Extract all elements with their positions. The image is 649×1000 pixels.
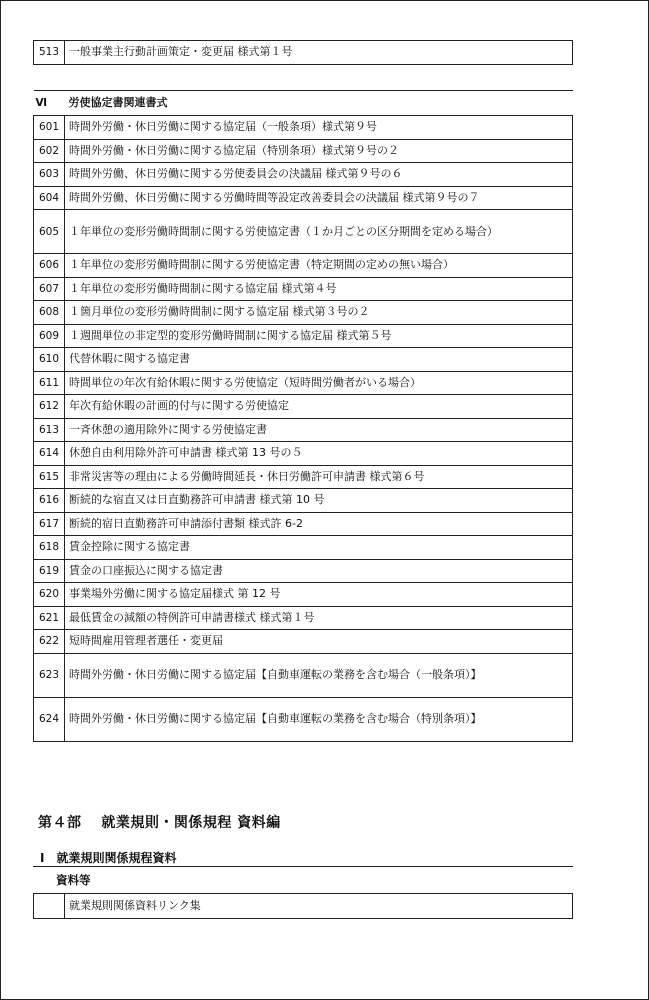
table-row — [34, 489, 573, 513]
row-number: 603 — [34, 163, 65, 187]
table-row — [34, 186, 573, 210]
row-number: 613 — [34, 418, 65, 442]
row-title: 時間外労働・休日労働に関する協定届【自動車運転の業務を含む場合（特別条項）】 — [65, 697, 573, 741]
row-number: 621 — [34, 606, 65, 630]
table-row — [34, 210, 573, 254]
row-number: 605 — [34, 210, 65, 254]
table-row — [34, 697, 573, 741]
table-row — [34, 418, 573, 442]
row-title: 時間外労働・休日労働に関する協定届（特別条項）様式第９号の２ — [65, 139, 573, 163]
row-title: 年次有給休暇の計画的付与に関する労使協定 — [65, 395, 573, 419]
row-number: 622 — [34, 630, 65, 654]
row-number: 610 — [34, 348, 65, 372]
row-title: 時間外労働、休日労働に関する労使委員会の決議届 様式第９号の６ — [65, 163, 573, 187]
row-title: 非常災害等の理由による労働時間延長・休日労働許可申請書 様式第６号 — [65, 465, 573, 489]
table-row — [34, 348, 573, 372]
row-number: 618 — [34, 536, 65, 560]
row-title: １週間単位の非定型的変形労働時間制に関する協定届 様式第５号 — [65, 324, 573, 348]
row-title: 一般事業主行動計画策定・変更届 様式第１号 — [65, 41, 573, 65]
row-number — [34, 894, 65, 919]
table-row — [34, 465, 573, 489]
resources-table — [33, 893, 573, 919]
row-title: 事業場外労働に関する協定届様式 第 12 号 — [65, 583, 573, 607]
part-title: 第４部 就業規則・関係規程 資料編 — [38, 815, 281, 831]
table-row — [34, 606, 573, 630]
table-row — [34, 254, 573, 278]
resources-label: 資料等 — [56, 873, 91, 887]
table-row — [34, 442, 573, 466]
resource-link-title: 就業規則関係資料リンク集 — [65, 894, 573, 919]
row-title: １年単位の変形労働時間制に関する労使協定書（特定期間の定めの無い場合） — [65, 254, 573, 278]
table-row — [34, 559, 573, 583]
row-title: 一斉休憩の適用除外に関する労使協定書 — [65, 418, 573, 442]
table-row — [34, 324, 573, 348]
row-number: 617 — [34, 512, 65, 536]
row-number: 513 — [34, 41, 65, 65]
row-title: 断続的な宿直又は日直勤務許可申請書 様式第 10 号 — [65, 489, 573, 513]
table-row — [34, 512, 573, 536]
row-number: 619 — [34, 559, 65, 583]
row-number: 609 — [34, 324, 65, 348]
table-row — [34, 894, 573, 919]
row-number: 601 — [34, 116, 65, 140]
row-title: 時間外労働、休日労働に関する労働時間等設定改善委員会の決議届 様式第９号の７ — [65, 186, 573, 210]
row-title: 時間外労働・休日労働に関する協定届（一般条項）様式第９号 — [65, 116, 573, 140]
row-title: 休憩自由利用除外許可申請書 様式第 13 号の５ — [65, 442, 573, 466]
section-header — [34, 91, 573, 116]
table-row — [34, 653, 573, 697]
form-table-top — [33, 40, 573, 65]
row-title: 最低賃金の減額の特例許可申請書様式 様式第１号 — [65, 606, 573, 630]
row-title: 代替休暇に関する協定書 — [65, 348, 573, 372]
row-title: 時間単位の年次有給休暇に関する労使協定（短時間労働者がいる場合） — [65, 371, 573, 395]
table-row — [34, 395, 573, 419]
table-row — [34, 41, 573, 65]
table-row — [34, 163, 573, 187]
row-number: 607 — [34, 277, 65, 301]
divider — [33, 866, 573, 867]
row-title: 賃金の口座振込に関する協定書 — [65, 559, 573, 583]
table-row — [34, 277, 573, 301]
row-number: 608 — [34, 301, 65, 325]
row-number: 615 — [34, 465, 65, 489]
row-number: 623 — [34, 653, 65, 697]
table-row — [34, 630, 573, 654]
row-number: 602 — [34, 139, 65, 163]
table-row — [34, 371, 573, 395]
table-row — [34, 583, 573, 607]
row-title: 賃金控除に関する協定書 — [65, 536, 573, 560]
row-number: 604 — [34, 186, 65, 210]
row-title: 短時間雇用管理者選任・変更届 — [65, 630, 573, 654]
table-row — [34, 139, 573, 163]
row-number: 616 — [34, 489, 65, 513]
row-title: 断続的宿日直勤務許可申請添付書類 様式許 6-2 — [65, 512, 573, 536]
row-number: 611 — [34, 371, 65, 395]
row-number: 620 — [34, 583, 65, 607]
row-number: 614 — [34, 442, 65, 466]
row-number: 606 — [34, 254, 65, 278]
row-title: １箇月単位の変形労働時間制に関する協定届 様式第３号の２ — [65, 301, 573, 325]
row-number: 612 — [34, 395, 65, 419]
row-title: １年単位の変形労働時間制に関する労使協定書（１か月ごとの区分期間を定める場合） — [65, 210, 573, 254]
table-row — [34, 536, 573, 560]
table-row — [34, 301, 573, 325]
row-number: 624 — [34, 697, 65, 741]
row-title: １年単位の変形労働時間制に関する協定届 様式第４号 — [65, 277, 573, 301]
section-title: 労使協定書関連書式 — [65, 91, 573, 116]
table-row — [34, 116, 573, 140]
section-title-i: Ⅰ 就業規則関係規程資料 — [40, 851, 177, 865]
section-vi-table — [33, 90, 573, 742]
section-roman: Ⅵ — [34, 91, 65, 116]
row-title: 時間外労働・休日労働に関する協定届【自動車運転の業務を含む場合（一般条項）】 — [65, 653, 573, 697]
